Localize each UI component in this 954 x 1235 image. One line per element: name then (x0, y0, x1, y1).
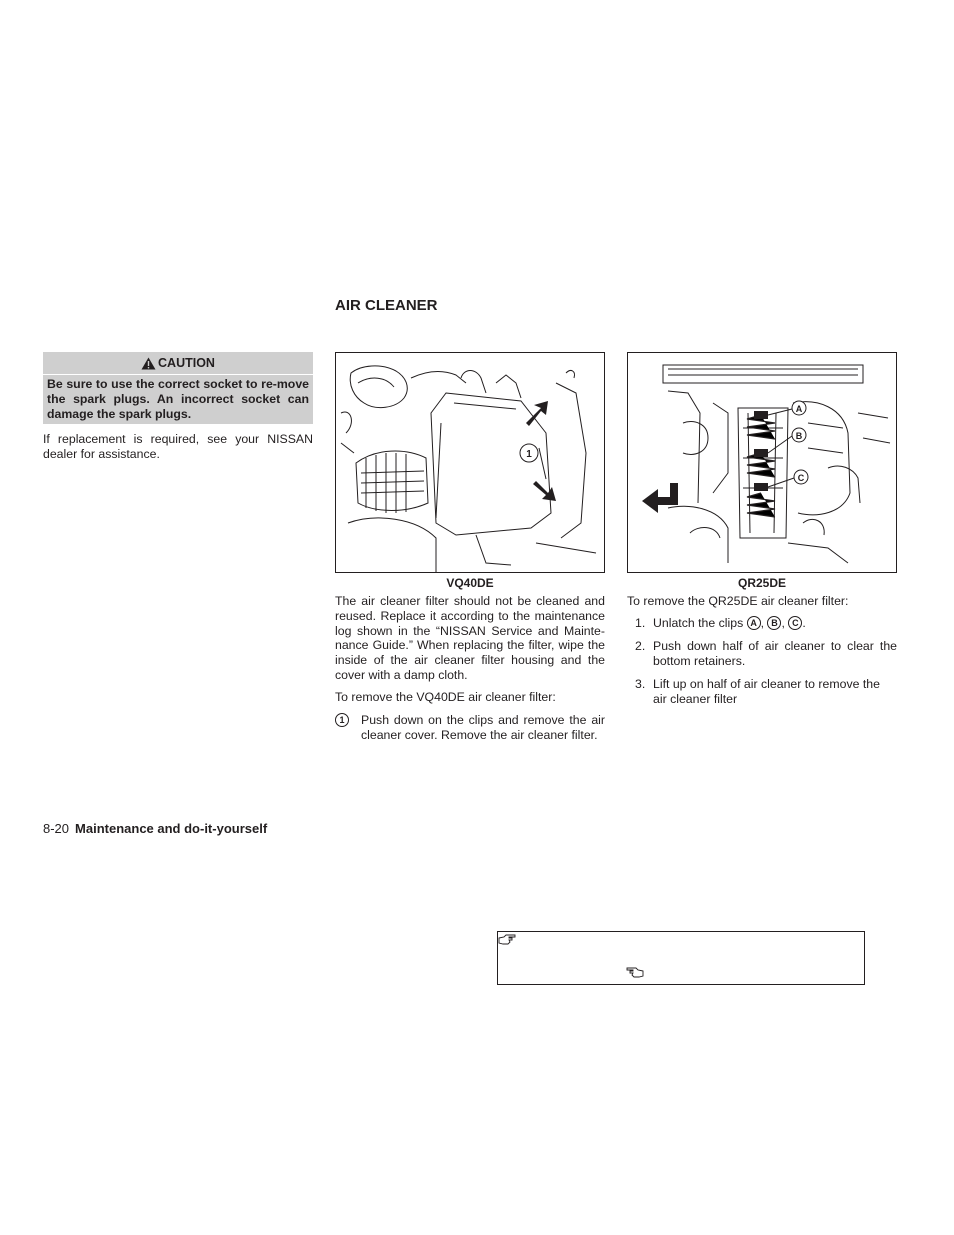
step-text-before: Unlatch the clips (653, 616, 747, 630)
clip-marker-c: C (788, 616, 802, 630)
warning-icon (141, 357, 156, 370)
section-title: AIR CLEANER (335, 297, 438, 314)
page-number: 8-20 (43, 821, 70, 836)
clip-marker-a: A (747, 616, 761, 630)
vq40de-step-text: Push down on the clips and remove the air cleaner cover. Remove the air cleaner filter. (361, 713, 605, 742)
vq40de-figure (335, 352, 605, 573)
vq40de-paragraph: The air cleaner filter should not be cleaned and reused. Replace it according to the maintenance log shown in the “NISSAN Service and Mainte-nance Guide.” When replacing the filter, wipe the inside of the air cleaner filter housing and the cover with a damp cloth. (335, 594, 605, 682)
qr25de-steps (635, 616, 897, 707)
clip-marker-b: B (767, 616, 781, 630)
left-paragraph: If replacement is required, see your NISSAN dealer for assistance. (43, 432, 313, 461)
step-number: 1. (635, 616, 646, 630)
qr25de-callout-a: A (795, 404, 803, 414)
vq40de-callout-label: 1 (526, 449, 532, 460)
qr25de-caption: QR25DE (737, 576, 787, 590)
qr25de-engine-illustration (628, 353, 896, 572)
qr25de-callout-c: C (797, 473, 805, 483)
list-item (635, 639, 897, 669)
pointing-hand-left-icon[interactable] (624, 967, 644, 979)
list-item (635, 677, 897, 707)
vq40de-intro: To remove the VQ40DE air cleaner filter: (335, 690, 556, 704)
vq40de-engine-illustration (336, 353, 604, 572)
caution-text: Be sure to use the correct socket to re-move the spark plugs. An incorrect socket can damage the spark plugs. (43, 375, 313, 424)
chapter-title: Maintenance and do-it-yourself (75, 821, 268, 836)
page-footer (43, 821, 267, 836)
qr25de-figure (627, 352, 897, 573)
step-number: 3. (635, 677, 646, 691)
navigation-box (497, 931, 865, 985)
step-text: Push down half of air cleaner to clear the bottom retainers. (653, 639, 897, 668)
step-number: 2. (635, 639, 646, 653)
step-text: Unlatch the clips A , B , C . (653, 616, 806, 630)
qr25de-callout-b: B (795, 431, 803, 441)
qr25de-intro: To remove the QR25DE air cleaner filter: (627, 594, 849, 608)
vq40de-step (335, 713, 605, 743)
list-item (635, 616, 897, 631)
step-marker: 1 (335, 713, 349, 727)
step-text-after: . (802, 616, 806, 630)
vq40de-caption: VQ40DE (446, 576, 494, 590)
caution-heading: CAUTION (158, 356, 215, 370)
caution-header (43, 352, 313, 375)
pointing-hand-right-icon[interactable] (498, 934, 518, 946)
step-text: Lift up on half of air cleaner to remove the air cleaner filter (653, 677, 880, 706)
